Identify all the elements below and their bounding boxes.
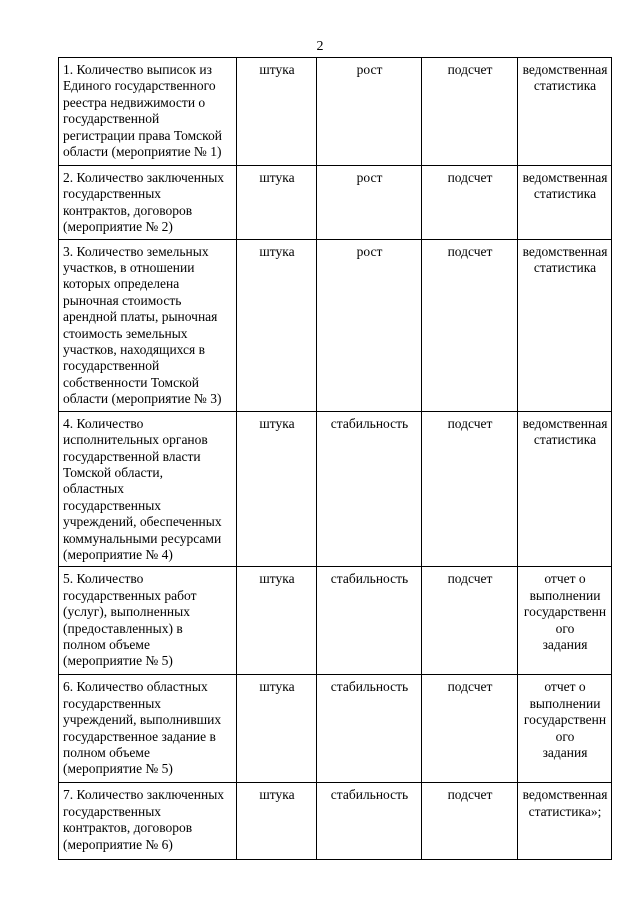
source-line: ведомственная xyxy=(522,787,608,803)
method-cell: подсчет xyxy=(422,58,518,166)
indicator-name-cell xyxy=(59,567,237,675)
source-line: государственного xyxy=(523,712,607,744)
source-cell xyxy=(518,567,612,675)
indicator-name-line: 3. Количество земельных xyxy=(63,243,209,259)
indicator-name-line: государственных работ xyxy=(63,587,197,603)
indicator-name-line: полном объеме xyxy=(63,744,150,760)
table-row xyxy=(59,411,612,567)
indicator-name-line: регистрации права Томской xyxy=(63,127,222,143)
indicator-name-line: (мероприятие № 6) xyxy=(63,836,173,852)
method-cell: подсчет xyxy=(422,675,518,783)
indicator-name-line: государственной xyxy=(63,358,160,374)
trend-cell: стабильность xyxy=(317,567,422,675)
trend-cell: стабильность xyxy=(317,783,422,860)
indicator-name-line: контрактов, договоров xyxy=(63,202,193,218)
source-line: статистика»; xyxy=(528,803,602,819)
indicator-name-line: 7. Количество заключенных xyxy=(63,787,225,803)
unit-cell: штука xyxy=(237,166,317,240)
unit-cell: штука xyxy=(237,411,317,567)
source-line: статистика xyxy=(533,260,597,276)
method-cell: подсчет xyxy=(422,783,518,860)
trend-cell: стабильность xyxy=(317,675,422,783)
trend-cell: рост xyxy=(317,239,422,411)
indicator-name-line: областных xyxy=(63,481,124,497)
table-row xyxy=(59,239,612,411)
trend-cell: стабильность xyxy=(317,411,422,567)
trend-cell: рост xyxy=(317,166,422,240)
indicator-name-line: государственных xyxy=(63,695,162,711)
indicator-name-line: (услуг), выполненных xyxy=(63,604,190,620)
indicator-name-line: коммунальными ресурсами xyxy=(63,530,222,546)
table-row xyxy=(59,567,612,675)
indicator-name-line: 4. Количество xyxy=(63,415,144,431)
indicator-name-line: рыночная стоимость xyxy=(63,292,182,308)
source-line: ведомственная xyxy=(522,170,608,185)
indicator-name-line: государственное задание в xyxy=(63,728,216,744)
method-cell: подсчет xyxy=(422,166,518,240)
indicator-name-line: 1. Количество выписок из xyxy=(63,62,212,77)
indicator-name-line: государственных xyxy=(63,186,162,202)
source-line: ведомственная xyxy=(522,415,608,431)
source-cell xyxy=(518,239,612,411)
indicator-name-line: собственности Томской xyxy=(63,374,199,390)
unit-cell: штука xyxy=(237,58,317,166)
indicator-name-line: государственных xyxy=(63,803,162,819)
indicator-name-line: (мероприятие № 4) xyxy=(63,546,173,562)
method-cell: подсчет xyxy=(422,411,518,567)
page-number: 2 xyxy=(316,39,324,54)
table-row xyxy=(59,675,612,783)
source-line: статистика xyxy=(533,78,597,94)
indicator-name-line: Томской области, xyxy=(63,464,163,480)
table-row xyxy=(59,58,612,166)
method-cell: подсчет xyxy=(422,239,518,411)
indicator-name-line: государственной власти xyxy=(63,448,201,464)
indicator-name-line: учреждений, выполнивших xyxy=(63,712,222,728)
indicator-name-cell xyxy=(59,239,237,411)
source-line: государственного xyxy=(523,604,607,636)
indicator-name-line: 6. Количество областных xyxy=(63,679,208,695)
indicator-name-line: государственных xyxy=(63,497,162,513)
indicator-name-line: участков, находящихся в xyxy=(63,342,205,358)
indicator-name-line: 2. Количество заключенных xyxy=(63,170,225,185)
source-line: выполнении xyxy=(529,587,601,603)
source-line: ведомственная xyxy=(522,243,608,259)
indicator-name-line: государственной xyxy=(63,111,160,127)
table-row xyxy=(59,166,612,240)
indicator-name-line: учреждений, обеспеченных xyxy=(63,514,222,530)
source-line: статистика xyxy=(533,186,597,202)
indicator-name-line: арендной платы, рыночная xyxy=(63,309,218,325)
indicator-name-line: (мероприятие № 5) xyxy=(63,653,173,669)
indicator-name-line: контрактов, договоров xyxy=(63,820,193,836)
indicator-name-line: (предоставленных) в xyxy=(63,620,183,636)
source-line: статистика xyxy=(533,432,597,448)
indicator-name-cell xyxy=(59,166,237,240)
table-row xyxy=(59,783,612,860)
source-cell xyxy=(518,411,612,567)
source-line: задания xyxy=(542,636,588,652)
source-cell xyxy=(518,783,612,860)
indicator-name-line: полном объеме xyxy=(63,636,150,652)
indicator-name-line: реестра недвижимости о xyxy=(63,94,206,110)
trend-cell: рост xyxy=(317,58,422,166)
unit-cell: штука xyxy=(237,567,317,675)
indicator-name-line: (мероприятие № 5) xyxy=(63,761,173,777)
source-line: отчет о xyxy=(544,571,586,587)
indicator-name-line: области (мероприятие № 1) xyxy=(63,144,222,160)
indicator-name-line: которых определена xyxy=(63,276,180,292)
source-line: отчет о xyxy=(544,679,586,695)
indicator-name-line: стоимость земельных xyxy=(63,325,188,341)
source-line: выполнении xyxy=(529,695,601,711)
indicators-table xyxy=(58,57,612,860)
indicator-name-cell xyxy=(59,58,237,166)
indicators-table-body xyxy=(59,58,612,860)
indicator-name-line: 5. Количество xyxy=(63,571,144,587)
unit-cell: штука xyxy=(237,675,317,783)
source-cell xyxy=(518,166,612,240)
unit-cell: штука xyxy=(237,783,317,860)
source-line: ведомственная xyxy=(522,62,608,77)
indicator-name-cell xyxy=(59,783,237,860)
indicator-name-line: Единого государственного xyxy=(63,78,216,94)
indicator-name-cell xyxy=(59,411,237,567)
indicator-name-line: исполнительных органов xyxy=(63,432,208,448)
source-cell xyxy=(518,675,612,783)
unit-cell: штука xyxy=(237,239,317,411)
source-cell xyxy=(518,58,612,166)
indicator-name-line: области (мероприятие № 3) xyxy=(63,391,222,407)
source-line: задания xyxy=(542,744,588,760)
indicator-name-line: (мероприятие № 2) xyxy=(63,219,173,235)
method-cell: подсчет xyxy=(422,567,518,675)
indicator-name-cell xyxy=(59,675,237,783)
indicator-name-line: участков, в отношении xyxy=(63,260,195,276)
